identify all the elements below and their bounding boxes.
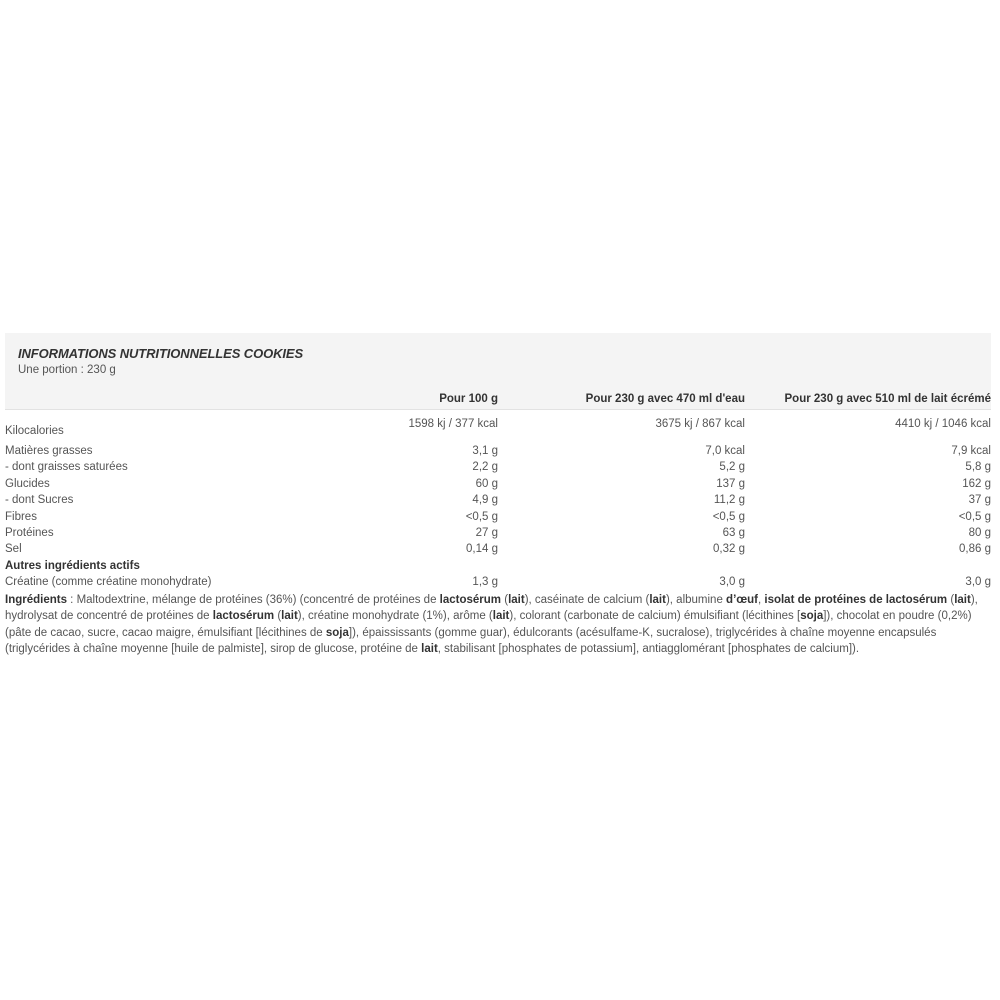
column-header-100g: Pour 100 g — [439, 393, 498, 405]
cell-milk: 162 g — [962, 477, 991, 490]
table-row — [5, 444, 991, 460]
row-label: Matières grasses — [5, 445, 93, 457]
cell-100g: 0,14 g — [466, 543, 498, 556]
ingredient-allergen: lait — [281, 610, 298, 623]
cell-water: 137 g — [716, 477, 745, 490]
ingredient-allergen: isolat de protéines de lactosérum — [764, 593, 948, 606]
cell-milk: 4410 kj / 1046 kcal — [895, 418, 991, 430]
ingredient-text: ), albumine — [665, 593, 727, 606]
ingredient-text: ( — [274, 610, 282, 623]
ingredient-text: ( — [947, 593, 955, 606]
row-label: Kilocalories — [5, 425, 64, 437]
ingredient-text: ), colorant (carbonate de calcium) émulsifiant (lécithines [ — [509, 610, 801, 623]
ingredient-allergen: lait — [649, 593, 666, 606]
table-row — [5, 526, 991, 542]
cell-100g: 1598 kj / 377 kcal — [408, 418, 498, 430]
ingredient-text: ), hydrolysat de concentré de protéines de — [5, 593, 978, 623]
row-label: Sel — [5, 543, 22, 556]
ingredient-text: ( — [501, 593, 509, 606]
row-label: Créatine (comme créatine monohydrate) — [5, 576, 212, 589]
ingredient-allergen: lait — [508, 593, 525, 606]
ingredient-allergen: lait — [954, 593, 971, 606]
nutrition-table — [5, 410, 991, 592]
ingredient-allergen: lactosérum — [439, 593, 502, 606]
cell-milk: 7,9 kcal — [951, 445, 991, 457]
ingredient-allergen: lactosérum — [212, 610, 275, 623]
cell-water: 63 g — [722, 526, 745, 539]
row-label: Glucides — [5, 477, 50, 490]
ingredient-allergen: soja — [800, 610, 824, 623]
ingredients-text — [5, 592, 991, 658]
column-header-milk: Pour 230 g avec 510 ml de lait écrémé — [784, 393, 991, 405]
cell-water: 7,0 kcal — [705, 445, 745, 457]
ingredient-text: , stabilisant [phosphates de potassium], antiagglomérant [phosphates de calcium]). — [437, 643, 860, 656]
portion-size: Une portion : 230 g — [18, 364, 116, 376]
cell-milk: 80 g — [968, 526, 991, 539]
ingredient-allergen: d’œuf — [726, 593, 758, 606]
cell-100g: <0,5 g — [465, 510, 498, 523]
cell-100g: 4,9 g — [472, 494, 498, 507]
row-label: Fibres — [5, 510, 37, 523]
row-label: Protéines — [5, 526, 54, 539]
cell-water: 0,32 g — [713, 543, 745, 556]
ingredient-text: : Maltodextrine, mélange de protéines (36%) (concentré de protéines de — [66, 593, 440, 606]
ingredient-allergen: soja — [325, 626, 349, 639]
ingredient-text: ]), chocolat en poudre (0,2%) (pâte de cacao, sucre, cacao maigre, émulsifiant [lécithines de — [5, 610, 972, 639]
table-row — [5, 460, 991, 476]
section-label: Autres ingrédients actifs — [5, 559, 140, 572]
cell-100g: 3,1 g — [472, 445, 498, 457]
cell-milk: 5,8 g — [965, 461, 991, 474]
section-heading — [5, 559, 991, 575]
cell-water: 11,2 g — [713, 494, 745, 507]
ingredient-text: ), caséinate de calcium ( — [524, 593, 650, 606]
ingredient-text: , — [757, 593, 765, 606]
ingredient-text: ), créatine monohydrate (1%), arôme ( — [297, 610, 493, 623]
ingredient-text: ]), épaississants (gomme guar), édulcorants (acésulfame-K, sucralose), triglycérides à chaîne moyenne encapsulés (triglycérides à chaîne moyenne [huile de palmiste], sirop de glucose, protéine de — [5, 626, 937, 656]
cell-milk: 3,0 g — [965, 576, 991, 589]
ingredient-allergen: lait — [421, 643, 438, 656]
table-row — [5, 510, 991, 526]
column-header-water: Pour 230 g avec 470 ml d'eau — [585, 393, 745, 405]
cell-water: 3,0 g — [719, 576, 745, 589]
ingredient-allergen: lait — [492, 610, 510, 623]
cell-milk: <0,5 g — [958, 510, 991, 523]
table-row — [5, 493, 991, 509]
cell-water: <0,5 g — [712, 510, 745, 523]
cell-100g: 27 g — [475, 526, 498, 539]
cell-100g: 2,2 g — [472, 461, 498, 474]
nutrition-panel — [5, 333, 991, 658]
cell-water: 3675 kj / 867 kcal — [655, 418, 745, 430]
cell-milk: 0,86 g — [959, 543, 991, 556]
table-row — [5, 410, 991, 444]
table-header — [5, 333, 991, 410]
row-label: - dont Sucres — [5, 494, 74, 507]
table-row — [5, 575, 991, 591]
ingredient-allergen: Ingrédients — [5, 593, 67, 606]
cell-milk: 37 g — [968, 494, 991, 507]
cell-100g: 60 g — [475, 477, 498, 490]
cell-100g: 1,3 g — [472, 576, 498, 589]
page-title: INFORMATIONS NUTRITIONNELLES COOKIES — [18, 346, 304, 361]
table-row — [5, 477, 991, 493]
row-label: - dont graisses saturées — [5, 461, 128, 474]
table-row — [5, 542, 991, 558]
cell-water: 5,2 g — [719, 461, 745, 474]
